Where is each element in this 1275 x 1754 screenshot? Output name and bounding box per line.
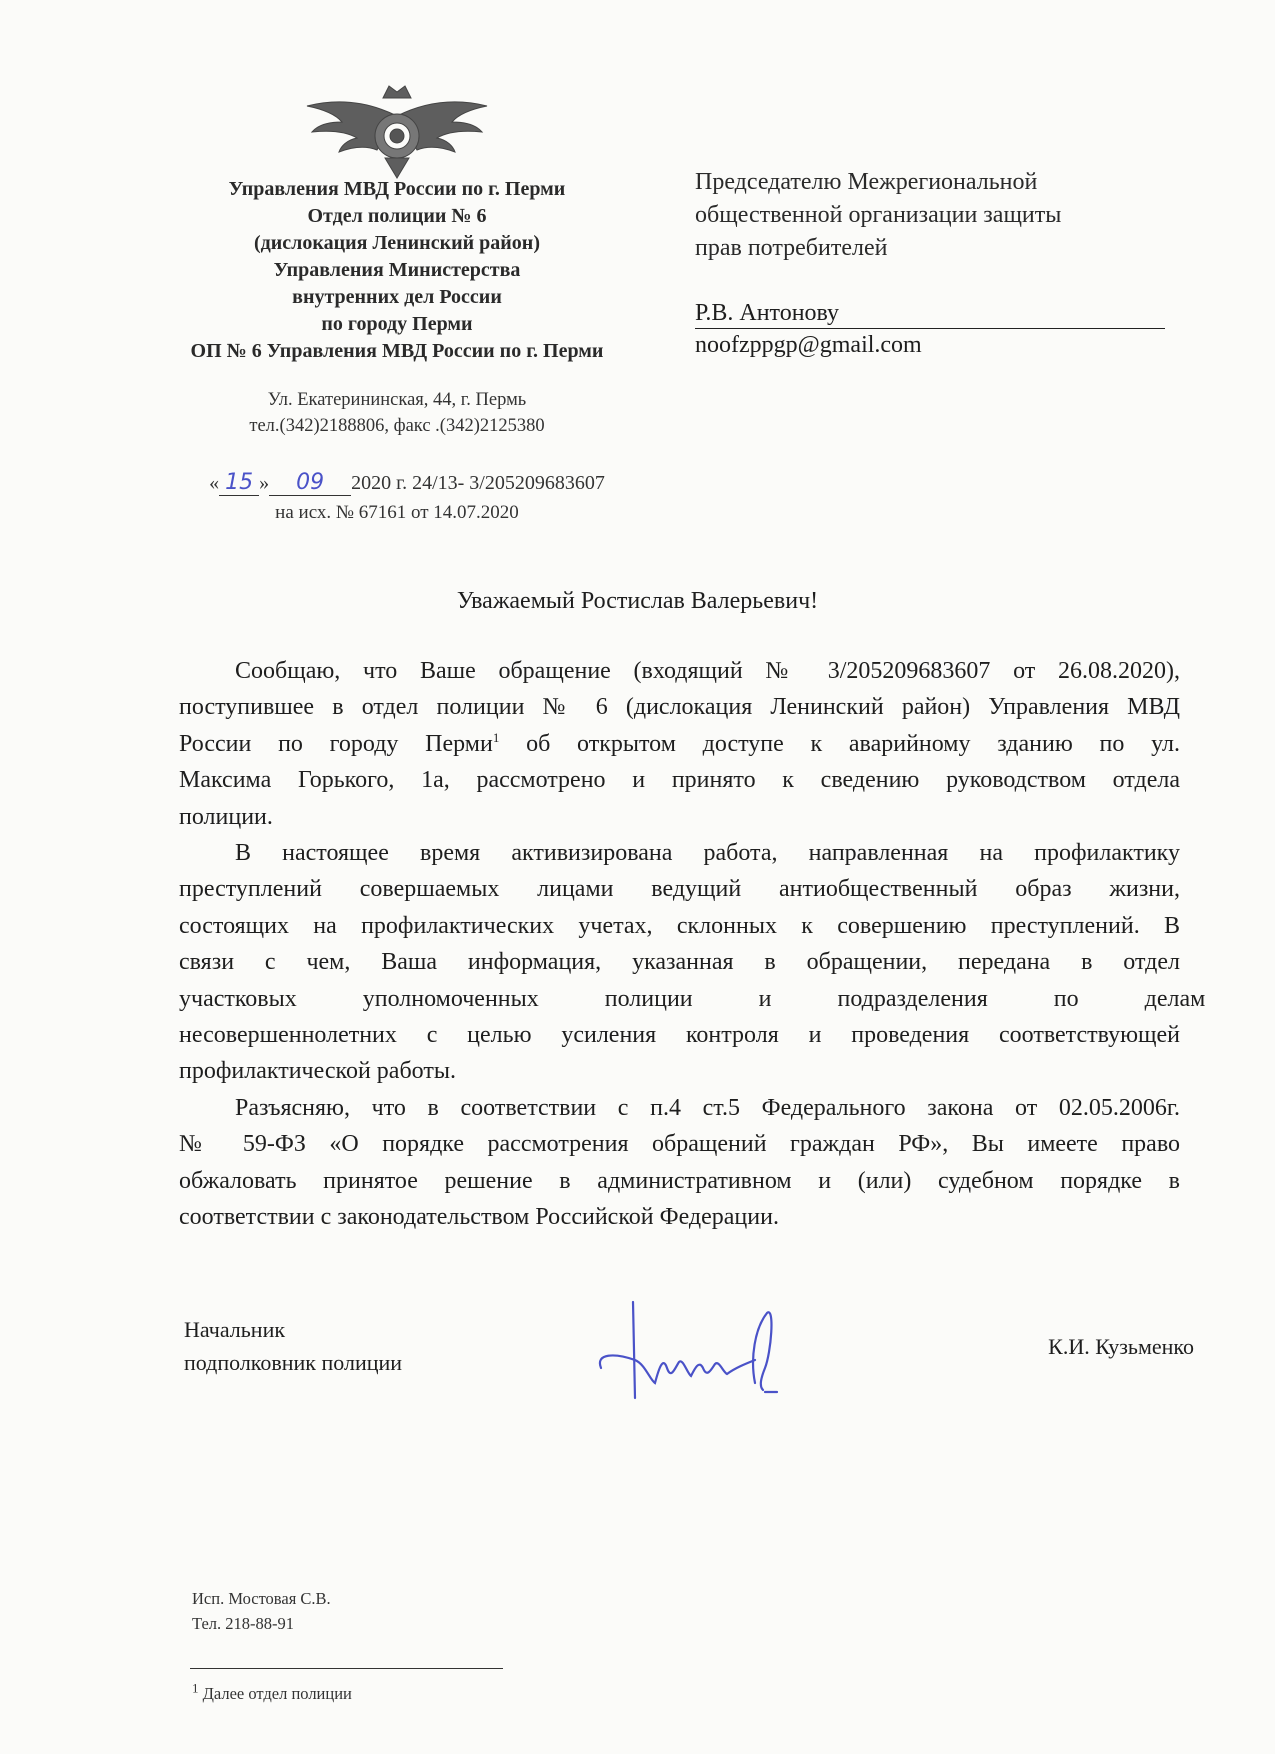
recipient-line: прав потребителей <box>695 235 888 261</box>
sender-header <box>147 176 647 365</box>
recipient-name: Р.В. Антонову <box>695 298 1165 329</box>
footnote <box>192 1681 352 1706</box>
quote-open: « <box>209 472 220 494</box>
paragraph <box>179 1090 1180 1236</box>
body-line: обжаловать принятое решение в административном и (или) судебном порядке в <box>179 1167 1180 1194</box>
body-line: связи с чем, Ваша информация, указанная в обращении, передана в отдел <box>179 949 1180 976</box>
handwritten-signature-icon <box>595 1298 825 1408</box>
outgoing-reference: на исх. № 67161 от 14.07.2020 <box>275 502 519 523</box>
body-line: поступившее в отдел полиции № 6 (дислокация Ленинский район) Управления МВД <box>179 694 1180 721</box>
footnote-mark: 1 <box>492 729 500 745</box>
body-line: № 59-ФЗ «О порядке рассмотрения обращений граждан РФ», Вы имеете право <box>179 1131 1180 1158</box>
mvd-emblem-icon <box>297 76 497 180</box>
body-line: состоящих на профилактических учетах, склонных к совершению преступлений. В <box>179 912 1180 939</box>
footnote-number: 1 <box>192 1680 199 1696</box>
signer-name: К.И. Кузьменко <box>1048 1334 1194 1359</box>
signer-position: Начальник <box>184 1317 286 1342</box>
date-day: 15 <box>219 470 259 496</box>
body-line: Сообщаю, что Ваше обращение (входящий № 3/205209683607 от 26.08.2020), <box>235 658 1180 684</box>
sender-contacts <box>147 387 647 439</box>
body-line: Максима Горького, 1а, рассмотрено и принято к сведению руководством отдела <box>179 767 1180 794</box>
body-line: полиции. <box>179 803 273 830</box>
body-line: соответствии с законодательством Российской Федерации. <box>179 1204 779 1231</box>
sender-address: Ул. Екатерининская, 44, г. Пермь <box>267 390 527 410</box>
date-number: 2020 г. 24/13- 3/205209683607 <box>351 472 605 494</box>
recipient-block <box>695 166 1061 265</box>
sender-line: Управления Министерства <box>273 259 521 281</box>
paragraph <box>179 835 1206 1090</box>
greeting: Уважаемый Ростислав Валерьевич! <box>456 588 819 614</box>
executor-phone: Тел. 218-88-91 <box>192 1614 294 1633</box>
paragraph <box>179 653 1180 835</box>
body-line: Разъясняю, что в соответствии с п.4 ст.5 Федерального закона от 02.05.2006г. <box>235 1094 1180 1121</box>
recipient-line: Председателю Межрегиональной <box>695 169 1038 195</box>
body-line: участковых уполномоченных полиции и подразделения по делам <box>179 985 1206 1012</box>
body-line: преступлений совершаемых лицами ведущий антиобщественный образ жизни, <box>179 876 1180 903</box>
quote-close: » <box>259 472 270 494</box>
sender-line: ОП № 6 Управления МВД России по г. Перми <box>190 340 604 362</box>
signer-title <box>184 1313 402 1379</box>
text: об открытом доступе к аварийному зданию по ул. <box>526 730 1181 757</box>
body-line-with-footnote <box>179 726 1180 762</box>
footnote-divider <box>190 1668 503 1669</box>
sender-line: Управления МВД России по г. Перми <box>228 178 566 200</box>
date-line <box>147 470 667 496</box>
sender-line: (дислокация Ленинский район) <box>254 232 540 254</box>
executor-info <box>192 1586 331 1636</box>
body-line: В настоящее время активизирована работа, направленная на профилактику <box>235 840 1180 867</box>
recipient-email: noofzppgp@gmail.com <box>695 332 922 358</box>
body-line: профилактической работы. <box>179 1058 456 1085</box>
sender-line: по городу Перми <box>321 313 473 335</box>
body-line: несовершеннолетних с целью усиления контроля и проведения соответствующей <box>179 1022 1180 1049</box>
recipient-line: общественной организации защиты <box>695 202 1062 228</box>
text: России по городу Перми <box>179 730 493 757</box>
footnote-text: Далее отдел полиции <box>202 1684 352 1703</box>
executor-name: Исп. Мостовая С.В. <box>192 1589 331 1608</box>
sender-line: Отдел полиции № 6 <box>307 205 487 227</box>
date-month: 09 <box>269 470 351 496</box>
letter-body <box>179 653 1206 1236</box>
sender-phone: тел.(342)2188806, факс .(342)2125380 <box>249 416 545 436</box>
sender-line: внутренних дел России <box>292 286 502 308</box>
signer-rank: подполковник полиции <box>184 1350 403 1375</box>
